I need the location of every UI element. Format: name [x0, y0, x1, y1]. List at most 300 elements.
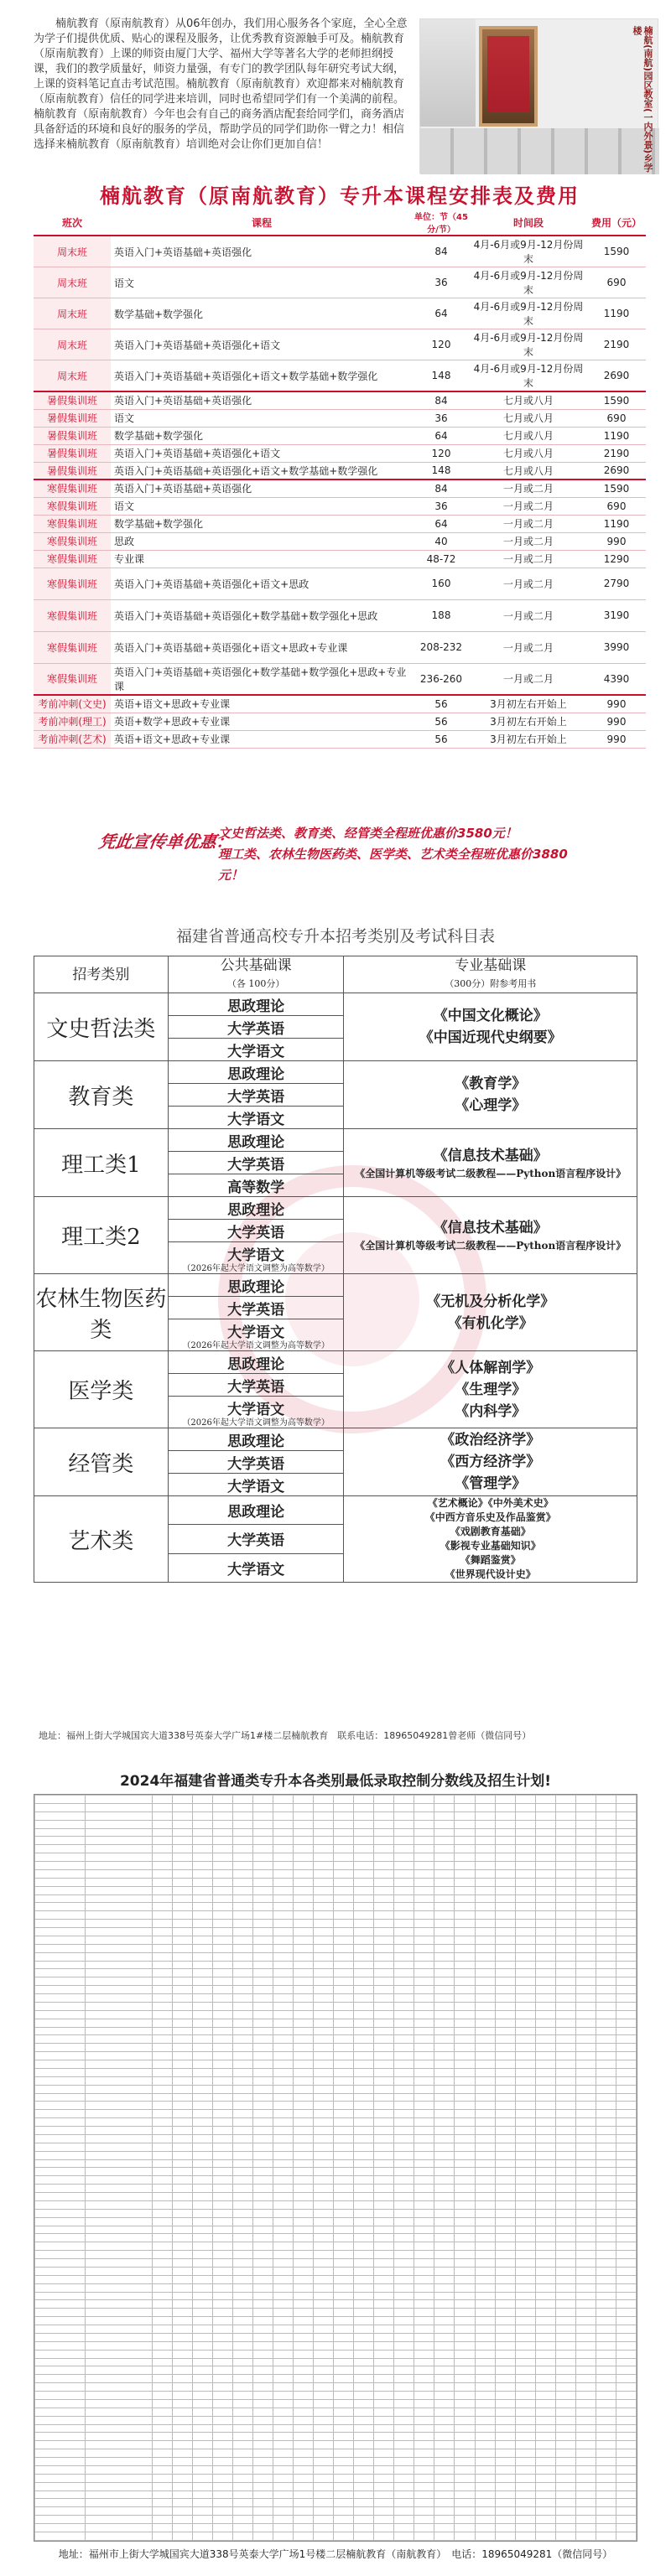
score-grid-cell — [374, 2102, 394, 2110]
score-grid-cell — [394, 1961, 414, 1969]
score-grid-cell — [253, 2433, 273, 2441]
score-grid-cell — [515, 2516, 535, 2524]
score-grid-cell — [233, 1828, 253, 1837]
score-grid-cell — [515, 2044, 535, 2052]
score-grid-cell — [233, 2474, 253, 2482]
score-grid-cell — [374, 2068, 394, 2076]
score-grid-cell — [213, 2283, 233, 2292]
score-grid-cell — [273, 2350, 294, 2358]
score-grid-cell — [414, 2424, 434, 2433]
score-grid-cell — [233, 2516, 253, 2524]
score-grid-cell — [434, 2234, 455, 2242]
score-grid-cell — [555, 2002, 575, 2010]
score-grid-row — [35, 2242, 637, 2251]
score-grid-cell — [193, 2416, 213, 2424]
score-grid-cell — [596, 2449, 616, 2458]
score-grid-cell — [455, 2143, 475, 2151]
score-grid-cell — [374, 2482, 394, 2490]
course-cell: 语文 — [111, 497, 413, 515]
score-grid-cell — [354, 2341, 374, 2350]
score-grid-cell — [394, 1869, 414, 1878]
score-grid-cell — [354, 2102, 374, 2110]
score-grid-cell — [616, 2226, 636, 2234]
score-grid-cell — [455, 2102, 475, 2110]
score-grid-cell — [193, 2242, 213, 2251]
score-grid-cell — [475, 2176, 495, 2185]
score-grid-cell — [334, 2093, 354, 2102]
score-grid-cell — [213, 1928, 233, 1936]
score-grid-cell — [535, 2102, 555, 2110]
score-grid-cell — [86, 2341, 153, 2350]
professional-books — [344, 1129, 637, 1197]
score-grid-cell — [314, 2499, 334, 2507]
score-grid-cell — [86, 2127, 153, 2135]
time-cell: 一月或二月 — [470, 515, 587, 532]
score-grid-cell — [575, 2309, 596, 2317]
score-grid-cell — [616, 2490, 636, 2499]
score-grid-cell — [173, 2441, 193, 2449]
score-grid-cell — [253, 1837, 273, 1845]
score-grid-cell — [273, 1869, 294, 1878]
time-cell: 3月初左右开始上 — [470, 730, 587, 748]
score-grid-cell — [273, 2300, 294, 2309]
score-grid-cell — [273, 2283, 294, 2292]
score-grid-cell — [294, 1894, 314, 1903]
score-grid-cell — [596, 2193, 616, 2201]
score-grid-cell — [374, 2532, 394, 2540]
score-grid-cell — [616, 2366, 636, 2375]
score-grid-cell — [575, 2002, 596, 2010]
score-grid-cell — [253, 2482, 273, 2490]
score-grid-row — [35, 1796, 637, 1804]
score-grid-row — [35, 2449, 637, 2458]
score-grid-cell — [515, 1803, 535, 1811]
class-cell: 周末班 — [34, 236, 111, 267]
score-grid-cell — [314, 2085, 334, 2093]
score-grid-cell — [193, 2325, 213, 2334]
public-subject — [168, 1451, 344, 1474]
score-grid-cell — [475, 2433, 495, 2441]
score-grid-cell — [153, 2292, 173, 2300]
math-note: （2026年起大学语文调整为高等数学） — [182, 1418, 330, 1428]
score-grid-cell — [213, 2449, 233, 2458]
score-grid-cell — [616, 2333, 636, 2341]
score-grid-cell — [455, 1886, 475, 1894]
score-grid-cell — [555, 2482, 575, 2490]
score-grid-cell — [616, 2151, 636, 2159]
exam-table — [34, 956, 637, 1583]
score-grid-cell — [475, 1828, 495, 1837]
score-grid-cell — [394, 1952, 414, 1961]
score-grid-cell — [213, 2259, 233, 2268]
score-grid-cell — [575, 1853, 596, 1862]
score-grid-cell — [555, 1869, 575, 1878]
score-grid-cell — [294, 2309, 314, 2317]
score-grid-cell — [495, 2242, 515, 2251]
fee-cell: 4390 — [587, 663, 646, 695]
score-grid-cell — [374, 1837, 394, 1845]
score-grid-cell — [535, 2424, 555, 2433]
score-grid-cell — [575, 1969, 596, 1977]
score-grid-cell — [213, 2375, 233, 2383]
score-grid-cell — [334, 1920, 354, 1928]
score-grid-cell — [294, 2350, 314, 2358]
score-grid-cell — [193, 2200, 213, 2209]
score-grid-cell — [35, 1886, 86, 1894]
score-grid-cell — [475, 1862, 495, 1870]
score-grid-cell — [575, 2102, 596, 2110]
score-grid-cell — [535, 1862, 555, 1870]
score-grid-cell — [233, 2226, 253, 2234]
score-grid-cell — [515, 2010, 535, 2019]
score-grid-cell — [555, 2408, 575, 2416]
score-grid-cell — [35, 2060, 86, 2069]
score-grid-cell — [86, 2060, 153, 2069]
score-grid-cell — [596, 2275, 616, 2283]
score-grid-cell — [455, 2465, 475, 2474]
score-grid-cell — [233, 2193, 253, 2201]
score-grid-cell — [575, 2441, 596, 2449]
score-grid-cell — [535, 2209, 555, 2217]
score-grid-cell — [86, 1952, 153, 1961]
score-grid-cell — [434, 1994, 455, 2003]
score-grid-cell — [414, 1820, 434, 1828]
score-grid-cell — [616, 2085, 636, 2093]
score-grid-cell — [253, 2168, 273, 2176]
professional-books — [344, 1274, 637, 1351]
score-grid-cell — [596, 1811, 616, 1820]
score-grid-cell — [575, 2060, 596, 2069]
fee-cell: 990 — [587, 532, 646, 550]
score-grid-cell — [193, 2176, 213, 2185]
score-grid-row — [35, 2309, 637, 2317]
score-grid-cell — [475, 2317, 495, 2325]
score-grid-cell — [173, 1994, 193, 2003]
score-grid-cell — [475, 2507, 495, 2516]
score-grid-cell — [294, 1796, 314, 1804]
professional-books — [344, 1428, 637, 1496]
course-cell: 数学基础+数学强化 — [111, 427, 413, 444]
score-grid-cell — [616, 1936, 636, 1944]
score-grid-cell — [314, 1811, 334, 1820]
score-grid-cell — [35, 2226, 86, 2234]
score-grid-cell — [495, 2035, 515, 2044]
score-grid-row — [35, 2259, 637, 2268]
score-grid-cell — [535, 1903, 555, 1911]
score-grid-cell — [354, 2242, 374, 2251]
score-grid-cell — [575, 2226, 596, 2234]
score-grid-cell — [193, 1994, 213, 2003]
score-grid-cell — [616, 2127, 636, 2135]
score-grid-cell — [213, 2482, 233, 2490]
score-grid-cell — [434, 2416, 455, 2424]
score-grid-cell — [575, 2366, 596, 2375]
score-grid-cell — [153, 2176, 173, 2185]
score-grid-cell — [253, 2458, 273, 2466]
score-grid-cell — [153, 1886, 173, 1894]
score-grid-cell — [616, 2076, 636, 2085]
score-grid-cell — [173, 2317, 193, 2325]
score-grid-cell — [233, 2134, 253, 2143]
score-grid-cell — [515, 2358, 535, 2366]
score-grid-cell — [173, 2325, 193, 2334]
score-grid-cell — [616, 2102, 636, 2110]
score-grid-cell — [213, 2060, 233, 2069]
score-grid-cell — [515, 1936, 535, 1944]
score-grid-cell — [213, 2068, 233, 2076]
score-grid-cell — [434, 2433, 455, 2441]
time-cell: 一月或二月 — [470, 663, 587, 695]
score-grid-cell — [515, 1828, 535, 1837]
score-grid-cell — [213, 1969, 233, 1977]
score-grid-cell — [596, 2068, 616, 2076]
score-grid-cell — [535, 2076, 555, 2085]
score-grid-cell — [575, 2499, 596, 2507]
score-grid-cell — [414, 2234, 434, 2242]
score-grid-cell — [213, 2217, 233, 2226]
score-grid-cell — [233, 2309, 253, 2317]
score-grid-cell — [434, 1853, 455, 1862]
score-grid-cell — [515, 2217, 535, 2226]
score-grid-cell — [535, 2433, 555, 2441]
score-grid-cell — [515, 2458, 535, 2466]
score-grid-cell — [495, 2482, 515, 2490]
score-grid-cell — [233, 1944, 253, 1952]
score-grid-cell — [213, 2408, 233, 2416]
score-grid-cell — [173, 2516, 193, 2524]
score-grid-row — [35, 2341, 637, 2350]
score-grid-cell — [273, 2002, 294, 2010]
score-grid-cell — [294, 2366, 314, 2375]
score-grid-cell — [354, 2200, 374, 2209]
score-grid-cell — [334, 2127, 354, 2135]
score-grid-cell — [173, 1969, 193, 1977]
score-grid-cell — [394, 2168, 414, 2176]
score-grid-cell — [394, 1920, 414, 1928]
score-grid-cell — [455, 2118, 475, 2127]
score-grid-cell — [455, 1853, 475, 1862]
score-grid-cell — [35, 2416, 86, 2424]
score-grid-cell — [616, 2383, 636, 2392]
score-grid-cell — [35, 2076, 86, 2085]
score-grid-cell — [596, 2516, 616, 2524]
score-grid-cell — [354, 2251, 374, 2259]
score-grid-cell — [213, 1977, 233, 1986]
score-grid-cell — [173, 2019, 193, 2027]
score-grid-cell — [213, 2399, 233, 2408]
score-grid-cell — [455, 2507, 475, 2516]
score-grid — [34, 1795, 637, 2541]
score-grid-cell — [535, 1994, 555, 2003]
score-grid-cell — [455, 1803, 475, 1811]
score-grid-cell — [555, 2010, 575, 2019]
score-grid-cell — [434, 2027, 455, 2035]
score-grid-cell — [173, 1952, 193, 1961]
header-public-label: 公共基础课 — [220, 956, 292, 974]
score-grid-cell — [314, 1986, 334, 1994]
score-grid-cell — [455, 2267, 475, 2275]
score-grid-cell — [233, 2499, 253, 2507]
score-grid-cell — [555, 1961, 575, 1969]
score-grid-cell — [475, 1903, 495, 1911]
score-grid-cell — [374, 2209, 394, 2217]
score-grid-cell — [253, 1878, 273, 1886]
score-grid-cell — [575, 1796, 596, 1804]
fee-cell: 690 — [587, 267, 646, 298]
score-grid-cell — [414, 1986, 434, 1994]
score-grid-cell — [475, 2134, 495, 2143]
score-grid-cell — [455, 1928, 475, 1936]
score-grid-cell — [495, 2168, 515, 2176]
score-grid-cell — [374, 1862, 394, 1870]
score-grid-cell — [455, 1862, 475, 1870]
score-grid-cell — [374, 2424, 394, 2433]
score-grid-cell — [253, 2333, 273, 2341]
score-grid-cell — [515, 1944, 535, 1952]
score-grid-cell — [173, 2283, 193, 2292]
score-grid-cell — [153, 2143, 173, 2151]
score-grid-cell — [294, 2176, 314, 2185]
score-grid-cell — [314, 1878, 334, 1886]
score-grid-cell — [314, 2416, 334, 2424]
score-grid-cell — [616, 2474, 636, 2482]
score-grid-cell — [334, 2251, 354, 2259]
score-grid-cell — [193, 1928, 213, 1936]
score-grid-cell — [213, 2151, 233, 2159]
score-grid-cell — [35, 1911, 86, 1920]
score-grid-cell — [153, 1796, 173, 1804]
score-grid-row — [35, 1869, 637, 1878]
score-grid-cell — [394, 1977, 414, 1986]
score-grid-cell — [314, 2209, 334, 2217]
score-grid-cell — [35, 1811, 86, 1820]
score-grid-cell — [273, 1886, 294, 1894]
score-grid-cell — [334, 2068, 354, 2076]
score-grid-cell — [414, 2193, 434, 2201]
score-grid-cell — [495, 1878, 515, 1886]
score-grid-cell — [374, 2193, 394, 2201]
score-grid-cell — [314, 2110, 334, 2118]
score-grid-cell — [153, 1994, 173, 2003]
score-grid-cell — [153, 2151, 173, 2159]
score-grid-cell — [153, 1894, 173, 1903]
score-grid-cell — [475, 2375, 495, 2383]
score-grid-cell — [273, 1820, 294, 1828]
score-grid-cell — [394, 1796, 414, 1804]
score-grid-cell — [213, 2251, 233, 2259]
score-grid-cell — [596, 2234, 616, 2242]
score-grid-cell — [575, 1936, 596, 1944]
score-grid-cell — [495, 2251, 515, 2259]
score-grid-cell — [434, 2127, 455, 2135]
schedule-title: 楠航教育（原南航教育）专升本课程安排表及费用 — [100, 184, 580, 208]
score-grid-cell — [233, 2176, 253, 2185]
score-grid-cell — [334, 2159, 354, 2168]
score-grid-cell — [173, 2292, 193, 2300]
score-grid-cell — [153, 2341, 173, 2350]
score-grid-cell — [173, 2093, 193, 2102]
score-grid-cell — [414, 2076, 434, 2085]
score-grid-cell — [86, 2309, 153, 2317]
public-subject — [168, 1016, 344, 1039]
score-grid-cell — [213, 2424, 233, 2433]
score-grid-cell — [475, 2102, 495, 2110]
score-grid-cell — [354, 2333, 374, 2341]
score-grid-cell — [434, 2524, 455, 2532]
public-subject — [168, 1152, 344, 1174]
score-grid-cell — [173, 2200, 193, 2209]
score-grid-cell — [35, 1903, 86, 1911]
score-grid-cell — [314, 2482, 334, 2490]
score-grid-cell — [575, 2118, 596, 2127]
score-grid-cell — [334, 1961, 354, 1969]
score-grid-cell — [394, 2052, 414, 2060]
score-grid-cell — [334, 2416, 354, 2424]
score-grid-cell — [475, 1820, 495, 1828]
fee-cell: 1190 — [587, 298, 646, 329]
score-grid-cell — [193, 1878, 213, 1886]
score-grid-cell — [616, 2275, 636, 2283]
score-grid-cell — [213, 2159, 233, 2168]
score-grid-cell — [515, 2185, 535, 2193]
score-grid-cell — [455, 2309, 475, 2317]
class-cell: 寒假集训班 — [34, 631, 111, 663]
score-grid-cell — [575, 2449, 596, 2458]
course-cell: 数学基础+数学强化 — [111, 298, 413, 329]
score-grid-cell — [314, 2076, 334, 2085]
score-grid-cell — [273, 2200, 294, 2209]
score-grid-cell — [354, 1944, 374, 1952]
score-grid-cell — [294, 1928, 314, 1936]
score-grid-cell — [616, 2458, 636, 2466]
score-grid-cell — [596, 1820, 616, 1828]
score-grid-cell — [535, 1869, 555, 1878]
score-grid-cell — [515, 2292, 535, 2300]
score-grid-cell — [213, 1869, 233, 1878]
score-grid-cell — [455, 1961, 475, 1969]
score-grid-cell — [314, 2027, 334, 2035]
score-grid-cell — [35, 2441, 86, 2449]
score-grid-cell — [354, 2458, 374, 2466]
score-grid-cell — [616, 2159, 636, 2168]
score-grid-cell — [153, 2399, 173, 2408]
course-cell: 专业课 — [111, 550, 413, 568]
header-category: 招考类别 — [34, 956, 169, 993]
score-grid-cell — [555, 1894, 575, 1903]
score-grid-row — [35, 1828, 637, 1837]
score-grid-cell — [153, 2102, 173, 2110]
score-grid-cell — [555, 1994, 575, 2003]
score-grid-cell — [394, 2259, 414, 2268]
book-title: 《信息技术基础》 — [433, 1147, 548, 1164]
score-grid-cell — [555, 2093, 575, 2102]
fee-cell: 690 — [587, 497, 646, 515]
score-grid-cell — [153, 2127, 173, 2135]
score-grid-cell — [153, 1952, 173, 1961]
score-grid-cell — [153, 2499, 173, 2507]
score-grid-cell — [173, 2309, 193, 2317]
score-grid-cell — [414, 2507, 434, 2516]
score-grid-cell — [535, 2176, 555, 2185]
score-grid-cell — [596, 2085, 616, 2093]
score-grid-cell — [334, 2392, 354, 2400]
score-grid-cell — [515, 1886, 535, 1894]
score-grid-cell — [35, 1828, 86, 1837]
col-time: 时间段 — [470, 210, 587, 236]
score-grid-cell — [314, 2449, 334, 2458]
score-grid-cell — [213, 1796, 233, 1804]
score-grid-cell — [86, 1886, 153, 1894]
